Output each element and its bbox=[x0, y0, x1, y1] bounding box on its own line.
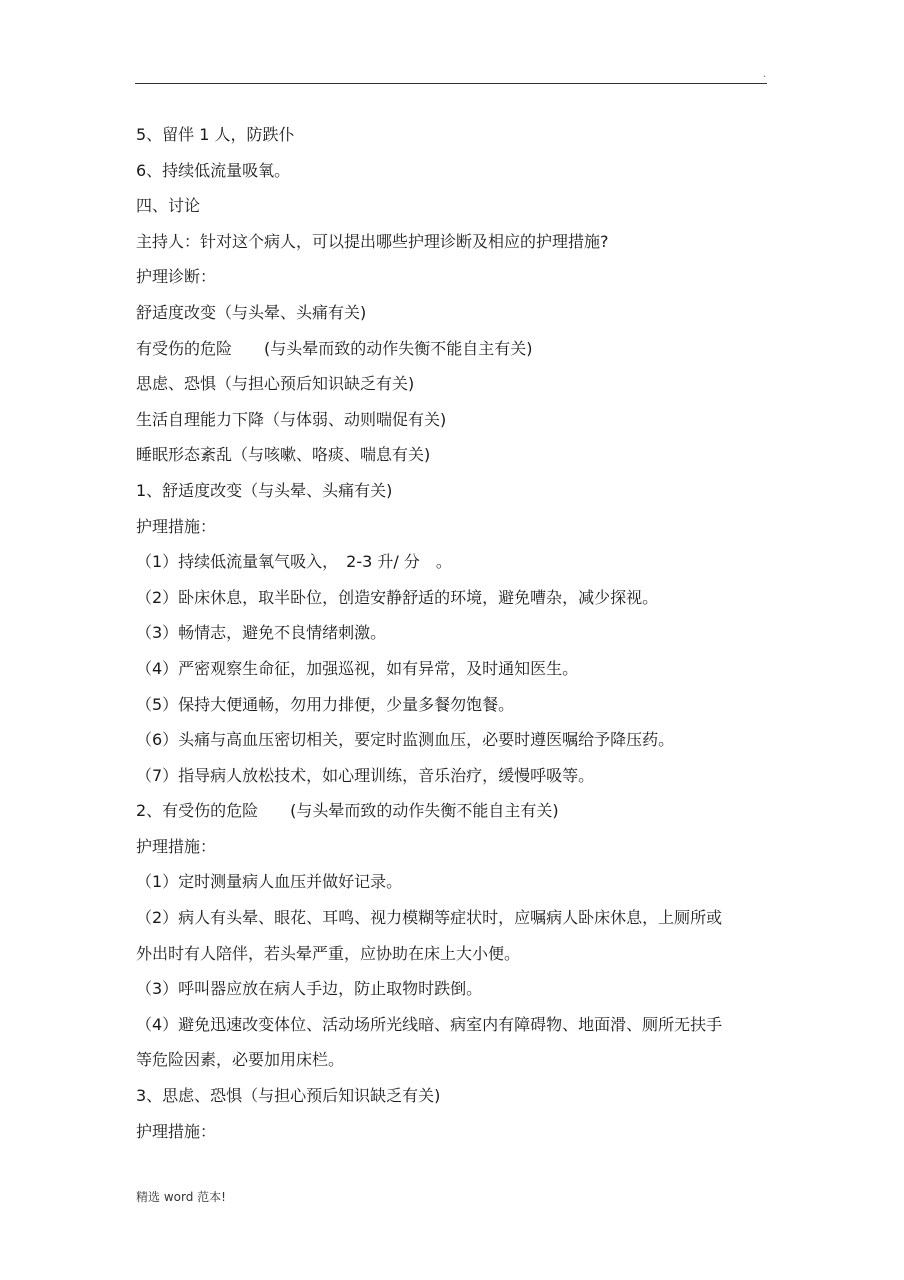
subheading: 护理措施： bbox=[136, 516, 217, 536]
measure-item: （1）持续低流量氧气吸入， 2-3 升/ 分 。 bbox=[136, 552, 452, 572]
measure-item: （3）呼叫器应放在病人手边，防止取物时跌倒。 bbox=[136, 979, 483, 999]
subsection-heading: 2、有受伤的危险 (与头晕而致的动作失衡不能自主有关) bbox=[136, 801, 559, 821]
subheading: 护理诊断： bbox=[136, 267, 217, 287]
document-body bbox=[136, 117, 736, 1149]
measure-item: （3）畅情志，避免不良情绪刺激。 bbox=[136, 623, 387, 643]
diagnosis-item: 生活自理能力下降（与体弱、动则喘促有关) bbox=[136, 409, 447, 429]
measure-item: （2）卧床休息，取半卧位，创造安静舒适的环境，避免嘈杂，减少探视。 bbox=[136, 587, 659, 607]
diagnosis-item: 睡眠形态紊乱（与咳嗽、咯痰、喘息有关) bbox=[136, 445, 431, 465]
section-heading: 四、讨论 bbox=[136, 196, 201, 216]
measure-item: （1）定时测量病人血压并做好记录。 bbox=[136, 872, 403, 892]
subheading: 护理措施： bbox=[136, 1121, 217, 1141]
text-line: 6、持续低流量吸氧。 bbox=[136, 160, 291, 180]
measure-item: （2）病人有头晕、眼花、耳鸣、视力模糊等症状时，应嘱病人卧床休息，上厕所或外出时有人陪伴，若头晕严重，应协助在床上大小便。 bbox=[136, 908, 723, 963]
measure-item: （6）头痛与高血压密切相关，要定时监测血压，必要时遵医嘱给予降压药。 bbox=[136, 730, 675, 750]
measure-item: （7）指导病人放松技术，如心理训练，音乐治疗，缓慢呼吸等。 bbox=[136, 765, 595, 785]
text-line: 5、留伴 1 人，防跌仆 bbox=[136, 125, 295, 144]
subsection-heading: 1、舒适度改变（与头晕、头痛有关) bbox=[136, 480, 393, 500]
page-footer: 精选 word 范本! bbox=[136, 1190, 226, 1204]
header-rule bbox=[135, 83, 767, 84]
header-mark: . bbox=[763, 69, 767, 80]
diagnosis-item: 有受伤的危险 (与头晕而致的动作失衡不能自主有关) bbox=[136, 338, 533, 358]
diagnosis-item: 舒适度改变（与头晕、头痛有关) bbox=[136, 302, 367, 322]
measure-item: （4）严密观察生命征，加强巡视，如有异常，及时通知医生。 bbox=[136, 658, 579, 678]
text-line: 主持人：针对这个病人，可以提出哪些护理诊断及相应的护理措施? bbox=[136, 231, 609, 251]
diagnosis-item: 思虑、恐惧（与担心预后知识缺乏有关) bbox=[136, 374, 415, 394]
measure-item: （5）保持大便通畅，勿用力排便，少量多餐勿饱餐。 bbox=[136, 694, 515, 714]
subheading: 护理措施： bbox=[136, 836, 217, 856]
measure-item: （4）避免迅速改变体位、活动场所光线暗、病室内有障碍物、地面滑、厕所无扶手等危险因素，必要加用床栏。 bbox=[136, 1014, 723, 1070]
subsection-heading: 3、思虑、恐惧（与担心预后知识缺乏有关) bbox=[136, 1086, 441, 1106]
